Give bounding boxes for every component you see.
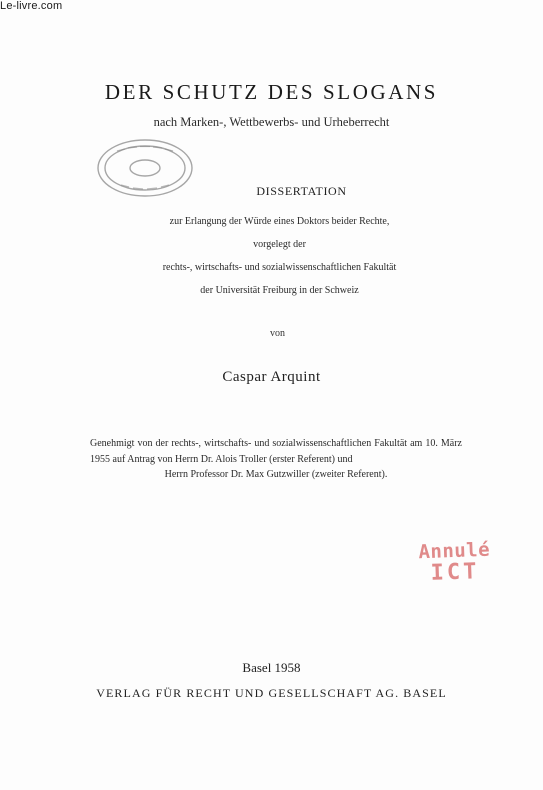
- purpose-line: der Universität Freiburg in der Schweiz: [200, 285, 359, 296]
- approval-paragraph: [90, 436, 462, 483]
- von-text: von: [270, 328, 285, 339]
- dissertation-heading: DISSERTATION: [256, 184, 347, 198]
- publisher-name: VERLAG FÜR RECHT UND GESELLSCHAFT AG. BASEL: [96, 686, 447, 700]
- approval-line: Herrn Professor Dr. Max Gutzwiller (zweiter Referent).: [164, 469, 388, 480]
- stamp-line: ICT: [430, 559, 480, 586]
- stamp-line: Annulé: [418, 538, 491, 564]
- document-title: DER SCHUTZ DES SLOGANS: [104, 80, 439, 104]
- place-year: Basel 1958: [242, 660, 301, 675]
- document-subtitle: nach Marken-, Wettbewerbs- und Urheberrecht: [153, 115, 390, 129]
- purpose-line: rechts-, wirtschafts- und sozialwissenschaftlichen Fakultät: [162, 262, 397, 273]
- purpose-line: vorgelegt der: [253, 239, 306, 250]
- watermark-text: Le-livre.com: [0, 0, 63, 12]
- purpose-line: zur Erlangung der Würde eines Doktors beider Rechte,: [169, 216, 390, 227]
- approval-line: am 10. März 1955 auf Antrag von Herrn Dr. Alois Troller (erster Referent) und: [90, 438, 462, 465]
- approval-line: Genehmigt von der rechts-, wirtschafts- und sozialwissenschaftlichen Fakultät: [90, 438, 411, 449]
- annule-stamp: [404, 538, 506, 603]
- author-name: Caspar Arquint: [222, 369, 321, 385]
